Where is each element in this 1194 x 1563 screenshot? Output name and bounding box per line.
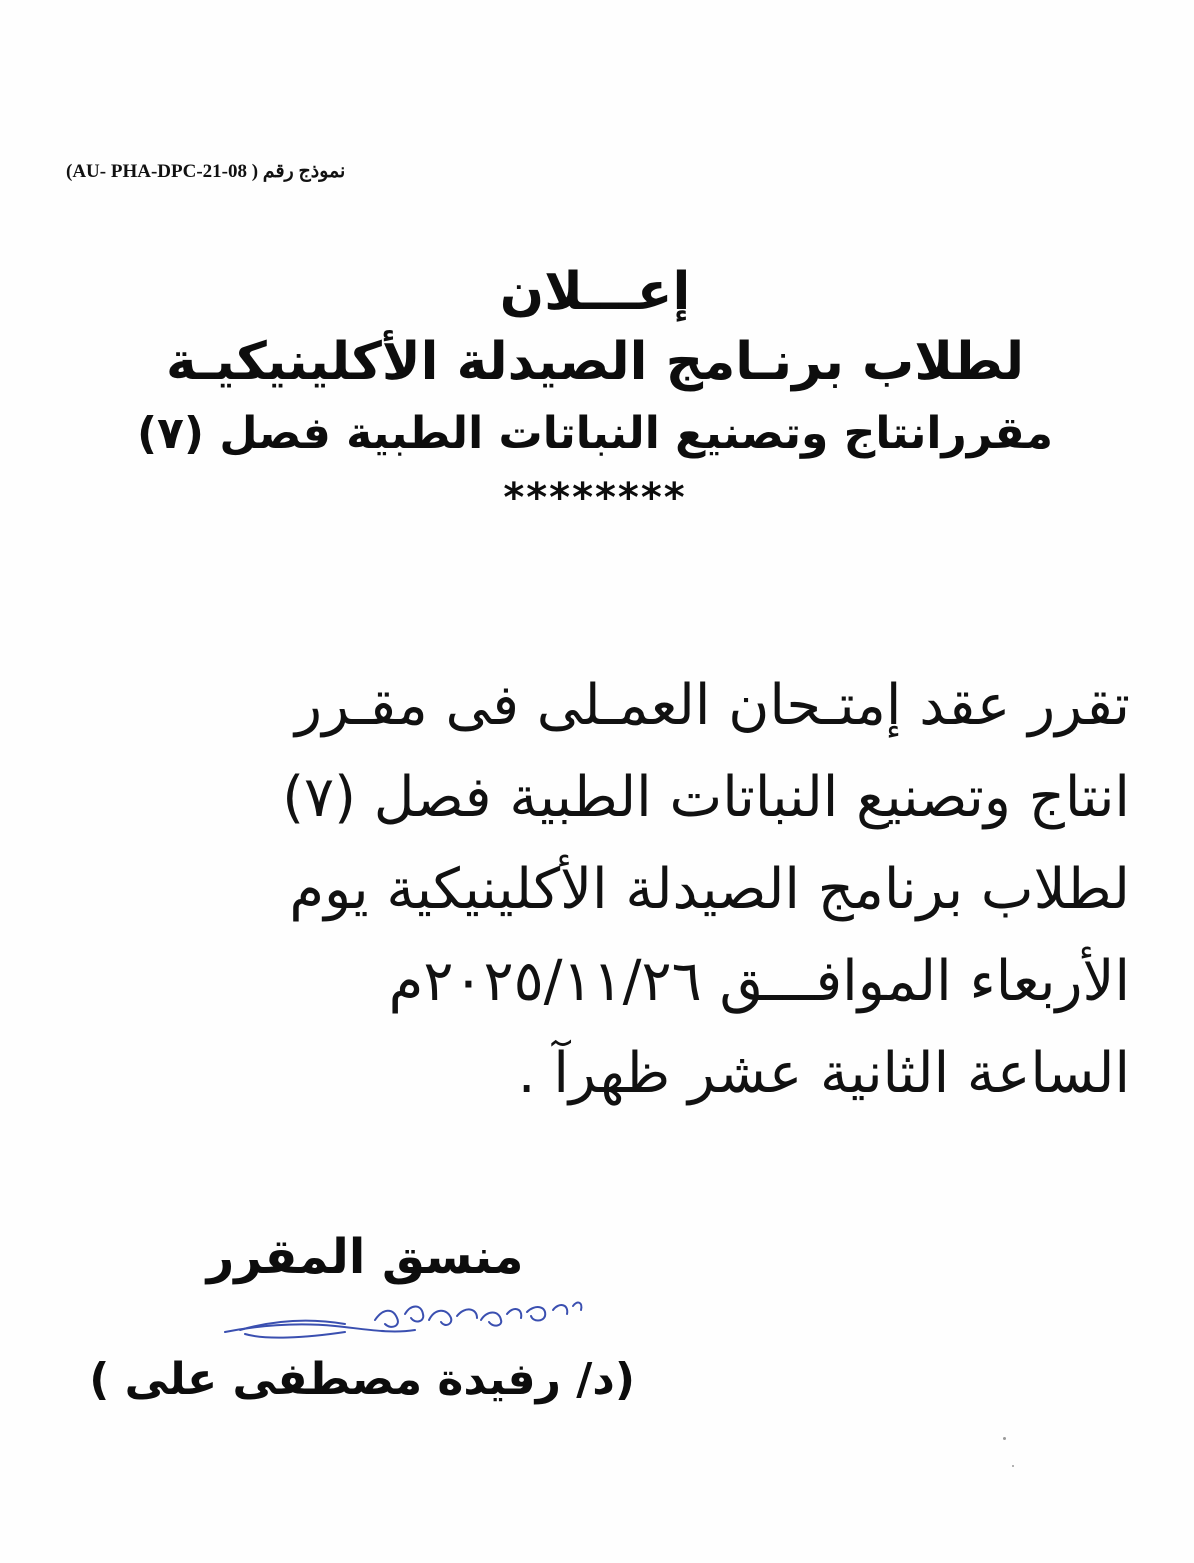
program-title: لطلاب برنـامج الصيدلة الأكلينيكيـة <box>166 332 1024 392</box>
announcement-header <box>90 255 1100 527</box>
scan-speck <box>1003 1437 1006 1440</box>
scan-speck <box>1012 1465 1014 1467</box>
separator-stars: ******** <box>503 475 687 521</box>
body-line-4: الأربعاء الموافـــق ٢٠٢٥/١١/٢٦م <box>388 949 1130 1014</box>
coordinator-name: (د/ رفيدة مصطفى على ) <box>89 1354 635 1405</box>
form-code: نموذج رقم ( AU- PHA-DPC-21-08) <box>66 161 346 182</box>
announcement-title: إعـــلان <box>499 262 691 322</box>
coordinator-title: منسق المقرر <box>206 1229 524 1285</box>
body-line-3: لطلاب برنامج الصيدلة الأكلينيكية يوم <box>289 857 1130 922</box>
body-line-1: تقرر عقد إمتـحان العمـلى فى مقـرر <box>295 673 1130 738</box>
body-line-2: انتاج وتصنيع النباتات الطبية فصل (٧) <box>282 765 1130 830</box>
body-line-5: الساعة الثانية عشر ظهرآ . <box>517 1041 1130 1106</box>
announcement-body <box>150 660 1130 1120</box>
course-title: مقررانتاج وتصنيع النباتات الطبية فصل (٧) <box>136 408 1054 459</box>
